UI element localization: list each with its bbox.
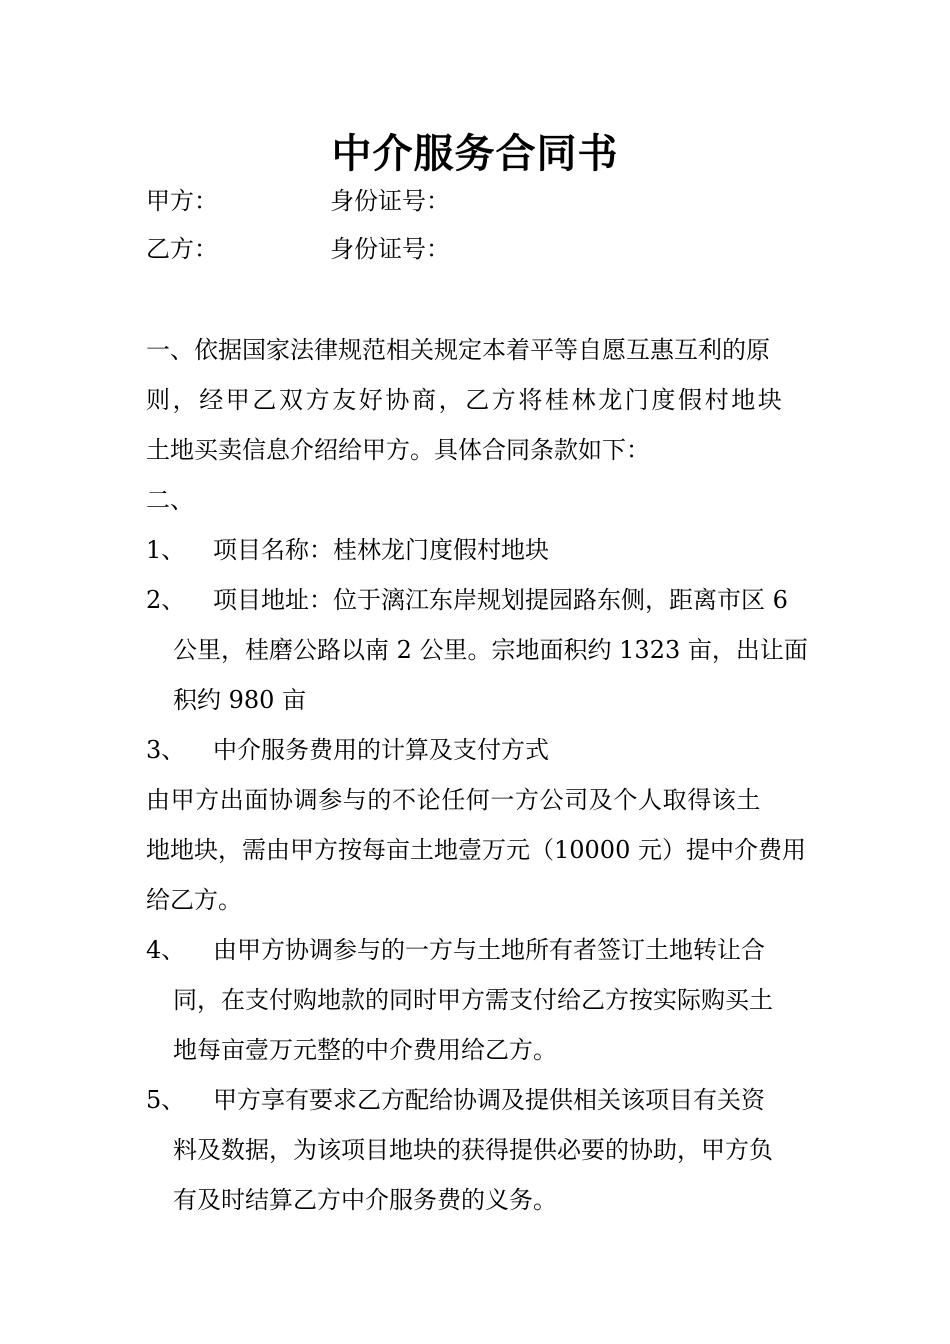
party-b-label: 乙方： <box>146 235 218 263</box>
intro-line: 一、依据国家法律规范相关规定本着平等自愿互惠互利的原 <box>146 336 770 364</box>
item-text-continued: 公里，桂磨公路以南 2 公里。宗地面积约 1323 亩，出让面 <box>173 636 808 664</box>
item-text: 项目名称：桂林龙门度假村地块 <box>213 536 549 564</box>
item-text: 由甲方协调参与的一方与土地所有者签订土地转让合 <box>213 936 765 964</box>
section-two-heading: 二、 <box>146 486 194 514</box>
item-number: 2、 <box>146 586 186 614</box>
item-number: 1、 <box>146 536 186 564</box>
item-text-continued: 同，在支付购地款的同时甲方需支付给乙方按实际购买土 <box>173 986 773 1014</box>
fee-paragraph-line: 由甲方出面协调参与的不论任何一方公司及个人取得该土 <box>146 786 761 814</box>
document-title: 中介服务合同书 <box>331 130 619 177</box>
item-text: 甲方享有要求乙方配给协调及提供相关该项目有关资 <box>213 1086 765 1114</box>
fee-paragraph-line: 地地块，需由甲方按每亩土地壹万元（10000 元）提中介费用 <box>146 836 806 864</box>
intro-line: 则，经甲乙双方友好协商，乙方将桂林龙门度假村地块 <box>146 386 785 414</box>
party-a-label: 甲方： <box>146 187 218 215</box>
item-text-continued: 地每亩壹万元整的中介费用给乙方。 <box>173 1036 557 1064</box>
party-a-id-label: 身份证号： <box>330 187 450 215</box>
item-text-continued: 积约 980 亩 <box>173 686 307 714</box>
item-text: 中介服务费用的计算及支付方式 <box>213 736 549 764</box>
item-number: 3、 <box>146 736 186 764</box>
fee-paragraph-line: 给乙方。 <box>146 886 242 914</box>
item-number: 5、 <box>146 1086 186 1114</box>
party-b-id-label: 身份证号： <box>330 235 450 263</box>
item-text-continued: 有及时结算乙方中介服务费的义务。 <box>173 1186 557 1214</box>
item-text: 项目地址：位于漓江东岸规划提园路东侧，距离市区 6 <box>213 586 788 614</box>
item-number: 4、 <box>146 936 186 964</box>
intro-line: 土地买卖信息介绍给甲方。具体合同条款如下： <box>146 436 650 464</box>
item-text-continued: 料及数据，为该项目地块的获得提供必要的协助，甲方负 <box>173 1136 773 1164</box>
